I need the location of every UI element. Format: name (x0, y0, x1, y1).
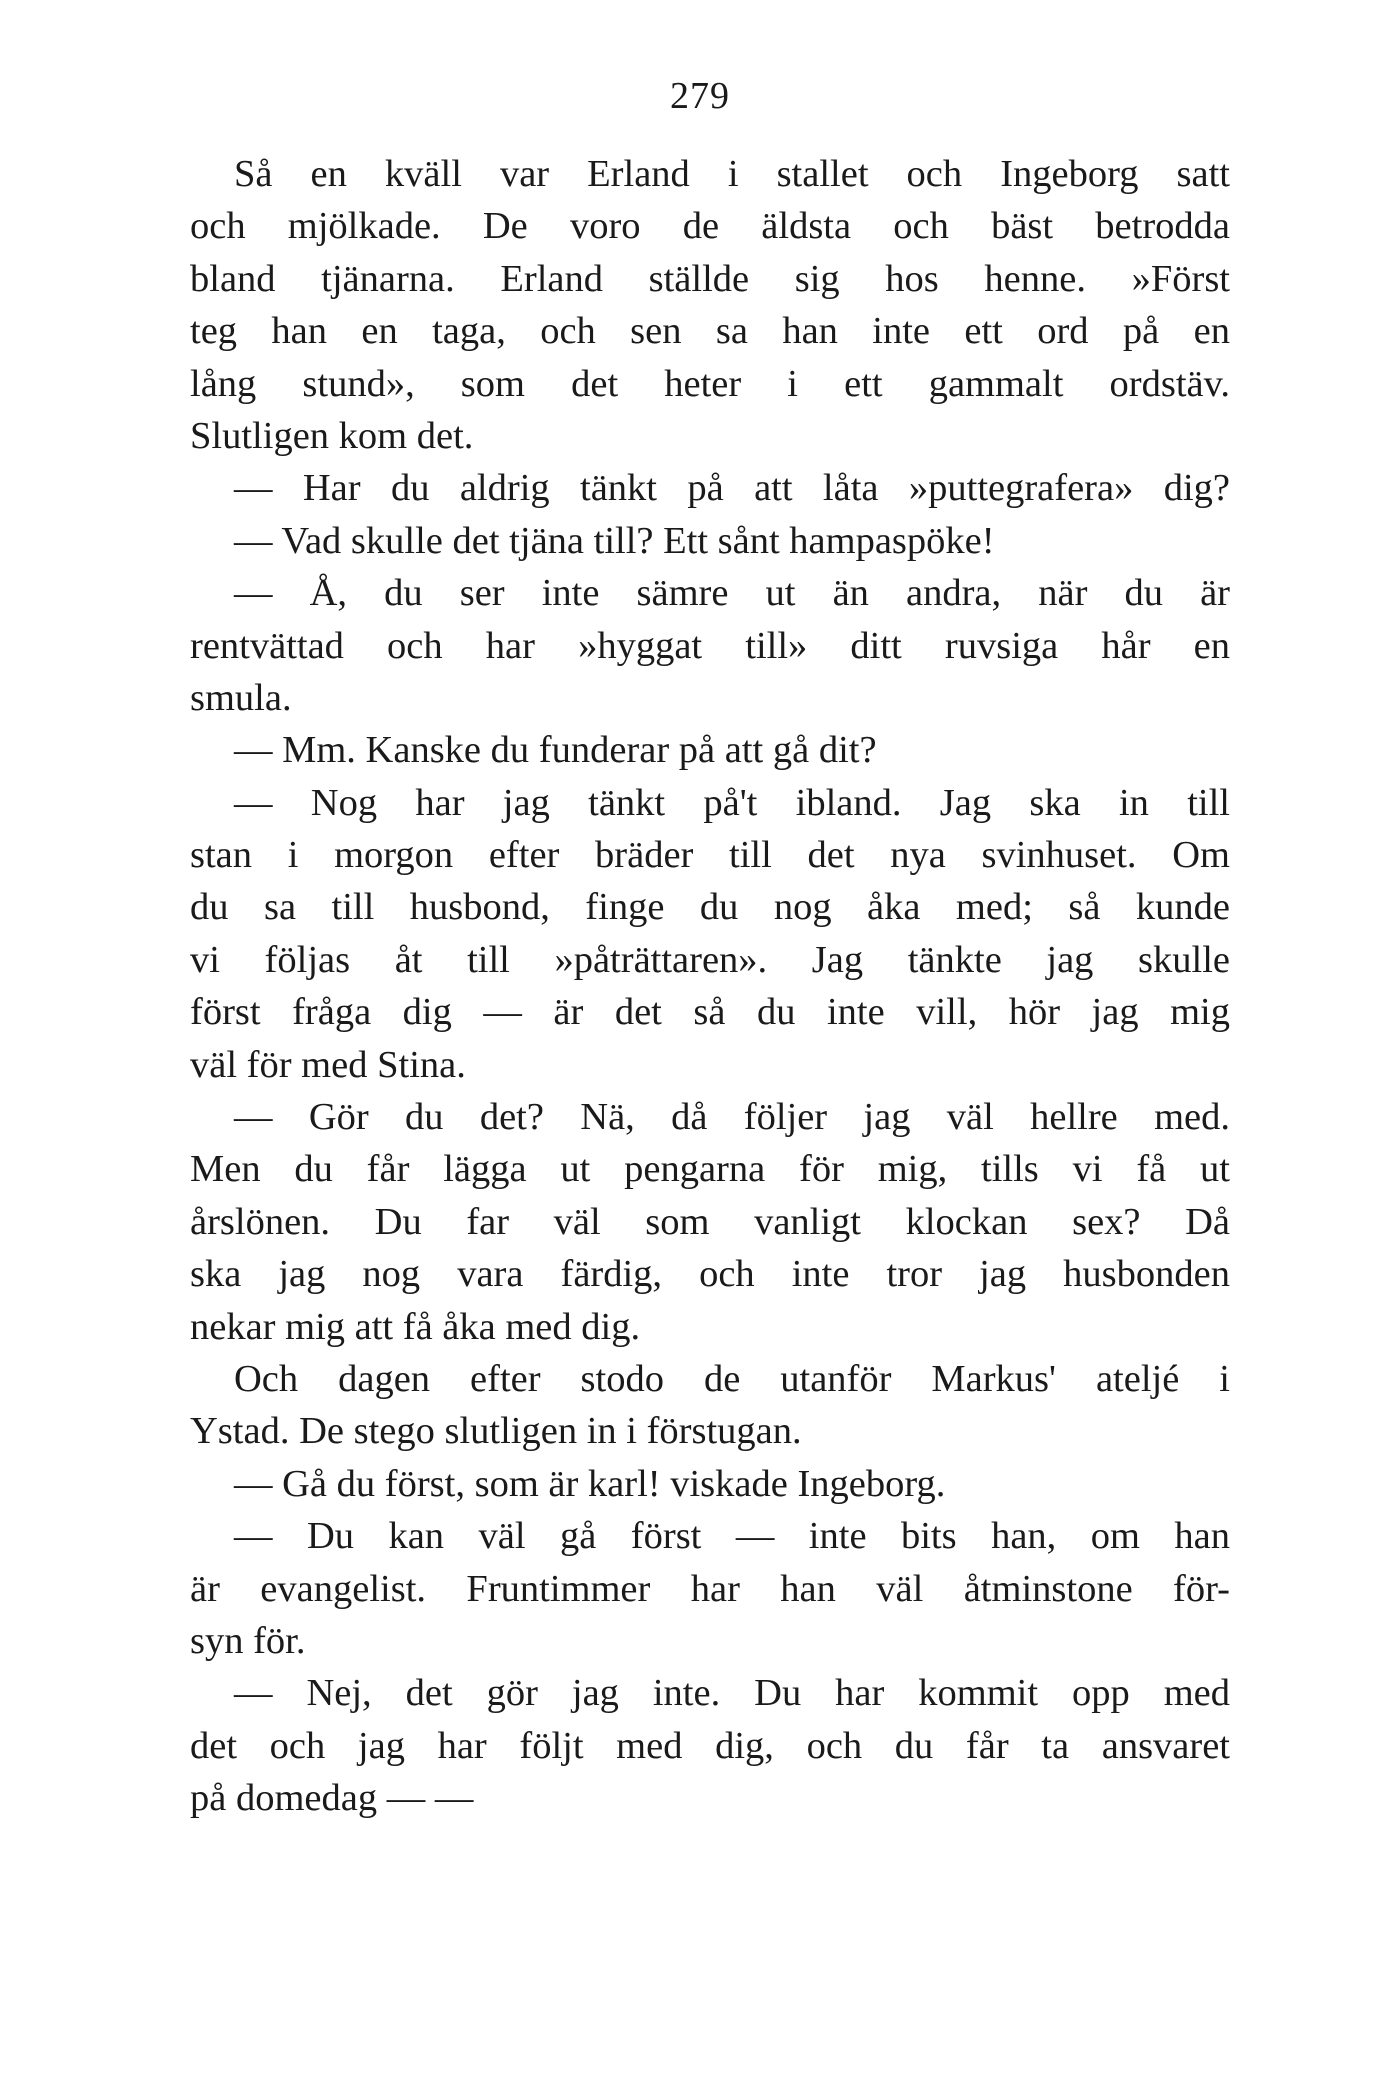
text-line: — Vad skulle det tjäna till? Ett sånt hampaspöke! (234, 519, 995, 562)
text-line: — Gör du det? Nä, då följer jag väl hellre med. (234, 1096, 1230, 1139)
text-line: årslönen. Du far väl som vanligt klockan sex? Då (190, 1200, 1230, 1243)
text-line: smula. (190, 676, 292, 719)
text-line: det och jag har följt med dig, och du får ta ansvaret (190, 1724, 1230, 1767)
page-number: 279 (670, 75, 730, 117)
text-line: — Nej, det gör jag inte. Du har kommit opp med (234, 1672, 1230, 1715)
text-line: nekar mig att få åka med dig. (190, 1305, 641, 1348)
text-line: Ystad. De stego slutligen in i förstugan. (190, 1410, 802, 1453)
text-line: och mjölkade. De voro de äldsta och bäst betrodda (190, 205, 1230, 248)
text-line: — Du kan väl gå först — inte bits han, om han (234, 1515, 1230, 1558)
text-line: Och dagen efter stodo de utanför Markus' ateljé i (234, 1357, 1230, 1400)
text-line: syn för. (190, 1619, 306, 1662)
text-line: vi följas åt till »påträttaren». Jag tänkte jag skulle (190, 938, 1230, 981)
text-line: — Nog har jag tänkt på't ibland. Jag ska in till (234, 781, 1230, 824)
text-line: bland tjänarna. Erland ställde sig hos henne. »Först (190, 257, 1230, 300)
text-line: ska jag nog vara färdig, och inte tror jag husbonden (190, 1253, 1230, 1296)
text-line: först fråga dig — är det så du inte vill, hör jag mig (190, 991, 1230, 1034)
text-line: väl för med Stina. (190, 1043, 466, 1086)
text-line: teg han en taga, och sen sa han inte ett ord på en (190, 310, 1230, 353)
text-line: — Mm. Kanske du funderar på att gå dit? (234, 729, 877, 772)
text-line: — Har du aldrig tänkt på att låta »puttegrafera» dig? (234, 467, 1230, 510)
text-line: du sa till husbond, finge du nog åka med; så kunde (190, 886, 1230, 929)
text-line: Slutligen kom det. (190, 414, 474, 457)
text-line: Men du får lägga ut pengarna för mig, tills vi få ut (190, 1148, 1230, 1191)
text-line: är evangelist. Fruntimmer har han väl åtminstone för- (190, 1567, 1230, 1610)
text-line: rentvättad och har »hyggat till» ditt ruvsiga hår en (190, 624, 1230, 667)
text-line: — Gå du först, som är karl! viskade Ingeborg. (234, 1462, 946, 1505)
text-line: stan i morgon efter bräder till det nya svinhuset. Om (190, 834, 1230, 877)
text-line: Så en kväll var Erland i stallet och Ingeborg satt (234, 153, 1230, 195)
text-line: på domedag — — (190, 1777, 474, 1820)
text-line: — Å, du ser inte sämre ut än andra, när du är (234, 572, 1230, 615)
text-line: lång stund», som det heter i ett gammalt ordstäv. (190, 362, 1230, 405)
body-text (190, 148, 1230, 1825)
